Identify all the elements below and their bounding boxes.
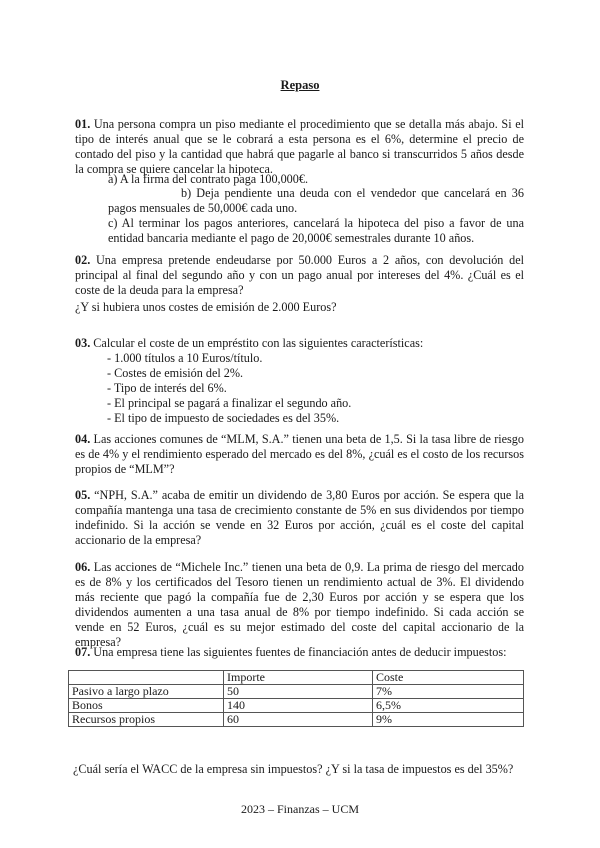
question-text: Calcular el coste de un empréstito con las siguientes características: <box>93 336 424 350</box>
item-c-text: c) Al terminar los pagos anteriores, cancelará la hipoteca del piso a favor de una entidad bancaria mediante el pago de 20,000€ semestrales durante 10 años. <box>108 216 524 245</box>
question-text: Una empresa pretende endeudarse por 50.000 Euros a 2 años, con devolución del principal al final del segundo año y con un pago anual por intereses del 4%. ¿Cuál es el coste de la deuda para la empresa? <box>75 253 525 297</box>
question-text: “NPH, S.A.” acaba de emitir un dividendo de 3,80 Euros por acción. Se espera que la compañía mantenga una tasa de crecimiento constante de 5% en sus dividendos por tiempo indefinido. Si la acción se vende en 32 Euros por acción, ¿cuál es el coste del capital accionario de la empresa? <box>75 488 524 547</box>
table-row <box>69 699 524 713</box>
question-number: 07. <box>75 645 91 659</box>
bullet-item: - El tipo de impuesto de sociedades es del 35%. <box>107 411 340 425</box>
question-04 <box>75 432 524 477</box>
table-header-cell: Importe <box>224 671 373 685</box>
question-text: Una empresa tiene las siguientes fuentes de financiación antes de deducir impuestos: <box>93 645 507 659</box>
question-text: Las acciones de “Michele Inc.” tienen una beta de 0,9. La prima de riesgo del mercado es de 8% y los certificados del Tesoro tienen un rendimiento actual de 3%. El dividendo más reciente que pagó la compañía fue de 2,30 Euros por acción y se espera que los dividendos aumenten a una tasa anual de 8% por tiempo indefinido. Si cada acción se vende en 52 Euros, ¿cuál es su mejor estimado del coste del capital accionario de la empresa? <box>75 560 524 649</box>
question-07-followup: ¿Cuál sería el WACC de la empresa sin impuestos? ¿Y si la tasa de impuestos es del 35%? <box>73 762 514 776</box>
table-cell: Recursos propios <box>69 713 224 727</box>
question-01-item-c <box>75 216 524 246</box>
table-cell: 60 <box>224 713 373 727</box>
table-cell: Pasivo a largo plazo <box>69 685 224 699</box>
question-text: Una persona compra un piso mediante el procedimiento que se detalla más abajo. Si el tipo de interés anual que se le cobrará a esta persona es el 6%, determine el precio de contado del piso y la cantidad que habrá que pagarle al banco si transcurridos 5 años desde la compra se quiere cancelar la hipoteca. <box>75 117 525 176</box>
bullet-item: - 1.000 títulos a 10 Euros/título. <box>107 351 263 365</box>
table-cell: 9% <box>373 713 524 727</box>
table-cell: 140 <box>224 699 373 713</box>
question-02 <box>75 253 524 298</box>
table-header-row <box>69 671 524 685</box>
item-b-text: b) Deja pendiente una deuda con el vendedor que cancelará en 36 pagos mensuales de 50,000€ cada uno. <box>108 186 524 215</box>
table-cell: 50 <box>224 685 373 699</box>
question-number: 01. <box>75 117 91 131</box>
question-06 <box>75 560 524 650</box>
bullet-item: - Costes de emisión del 2%. <box>107 366 244 380</box>
table-cell: Bonos <box>69 699 224 713</box>
question-07 <box>75 645 524 660</box>
table-cell: 6,5% <box>373 699 524 713</box>
question-number: 04. <box>75 432 91 446</box>
question-number: 05. <box>75 488 91 502</box>
question-01-item-b <box>75 186 524 216</box>
question-number: 03. <box>75 336 91 350</box>
question-01-item-a: a) A la firma del contrato paga 100,000€. <box>108 172 309 186</box>
question-02-followup: ¿Y si hubiera unos costes de emisión de 2.000 Euros? <box>75 300 337 314</box>
question-03 <box>75 336 524 351</box>
question-03-bullets <box>107 351 527 426</box>
bullet-item: - El principal se pagará a finalizar el segundo año. <box>107 396 352 410</box>
bullet-item: - Tipo de interés del 6%. <box>107 381 227 395</box>
table-header-cell: Coste <box>373 671 524 685</box>
table-header-cell <box>69 671 224 685</box>
question-text: Las acciones comunes de “MLM, S.A.” tienen una beta de 1,5. Si la tasa libre de riesgo es de 4% y el rendimiento esperado del mercado es del 8%, ¿cuál es el costo de los recursos propios de “MLM”? <box>75 432 524 476</box>
page-footer: 2023 – Finanzas – UCM <box>241 802 359 816</box>
table-row <box>69 685 524 699</box>
page-title: Repaso <box>280 78 320 92</box>
table-row <box>69 713 524 727</box>
question-01 <box>75 117 524 177</box>
financing-table <box>68 670 524 727</box>
table-cell: 7% <box>373 685 524 699</box>
question-number: 02. <box>75 253 91 267</box>
question-number: 06. <box>75 560 91 574</box>
question-05 <box>75 488 524 548</box>
